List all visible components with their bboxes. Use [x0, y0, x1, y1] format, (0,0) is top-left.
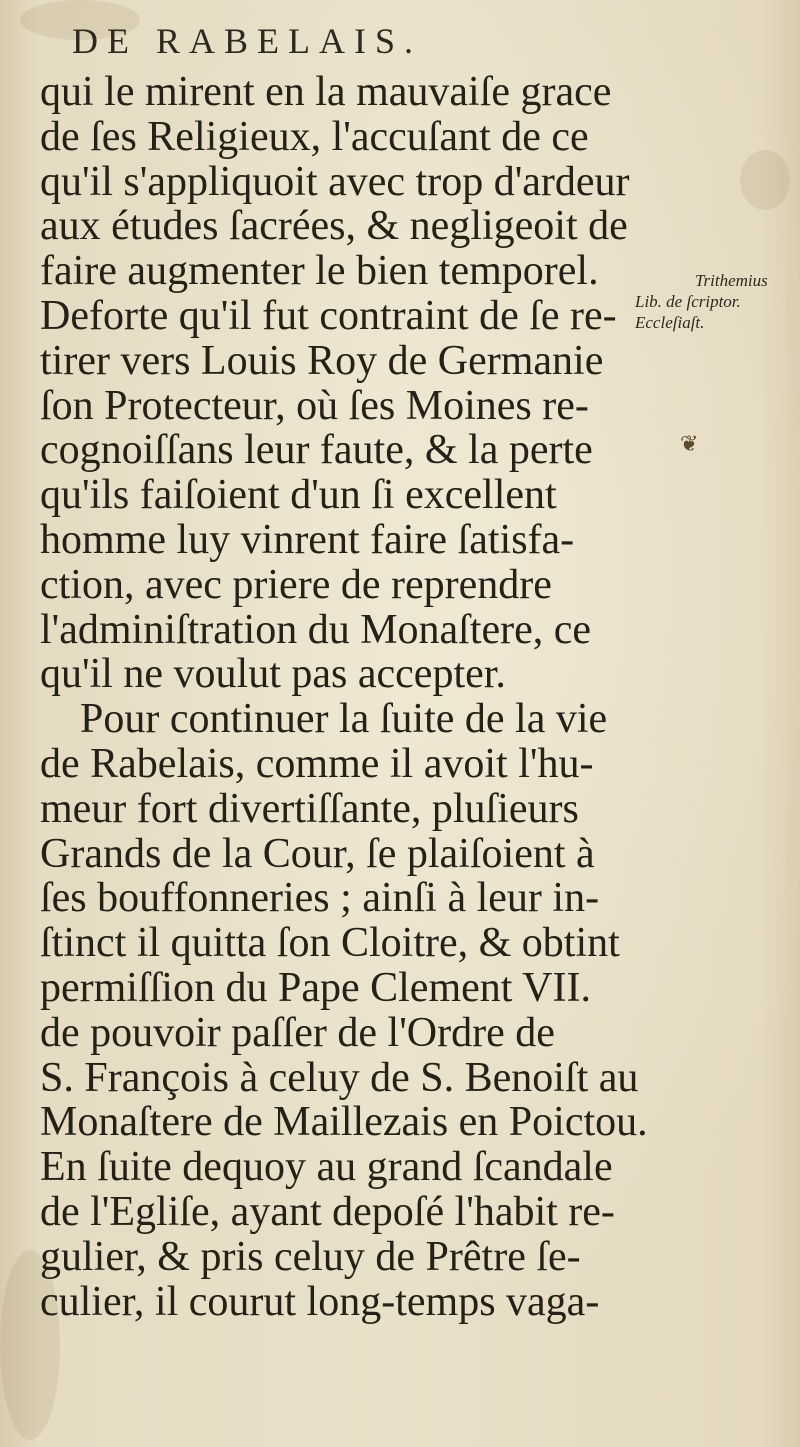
- text-line: l'adminiſtration du Monaſtere, ce: [40, 606, 592, 653]
- text-line: qu'ils faiſoient d'un ſi excellent: [40, 472, 557, 519]
- text-line: ſon Protecteur, où ſes Moines re-: [40, 382, 589, 429]
- margin-note-author: Trithemius: [695, 271, 768, 290]
- text-line: Monaſtere de Maillezais en Poictou.: [40, 1099, 648, 1146]
- text-line: de l'Egliſe, ayant depoſé l'habit re-: [40, 1188, 615, 1235]
- text-line: ſtinct il quitta ſon Cloitre, & obtint: [40, 920, 620, 967]
- text-line: culier, il courut long-temps vaga-: [40, 1278, 600, 1325]
- text-line: En ſuite dequoy au grand ſcandale: [40, 1144, 613, 1191]
- text-line: qu'il ne voulut pas accepter.: [40, 651, 506, 698]
- margin-note: [635, 270, 795, 333]
- text-line: permiſſion du Pape Clement VII.: [40, 964, 591, 1011]
- text-line: de pouvoir paſſer de l'Ordre de: [40, 1009, 555, 1056]
- text-line: tirer vers Louis Roy de Germanie: [40, 337, 604, 384]
- text-line: ſes bouffonneries ; ainſi à leur in-: [40, 875, 600, 922]
- text-line: homme luy vinrent faire ſatisfa-: [40, 516, 575, 563]
- margin-note-work: Lib. de ſcriptor.: [635, 292, 741, 311]
- text-line: gulier, & pris celuy de Prêtre ſe-: [40, 1233, 581, 1280]
- text-line: S. François à celuy de S. Benoiſt au: [40, 1054, 639, 1101]
- paper-stain: [740, 150, 790, 210]
- body-text: [40, 69, 648, 1325]
- text-line: ction, avec priere de reprendre: [40, 561, 552, 608]
- text-line: qu'il s'appliquoit avec trop d'ardeur: [40, 158, 630, 205]
- text-line: aux études ſacrées, & negligeoit de: [40, 203, 628, 250]
- text-line: de ſes Religieux, l'accuſant de ce: [40, 113, 589, 160]
- ornament-icon: ❦: [680, 432, 699, 457]
- text-line: meur fort divertiſſante, pluſieurs: [40, 785, 579, 832]
- text-line: cognoiſſans leur faute, & la perte: [40, 427, 593, 474]
- text-line: faire augmenter le bien temporel.: [40, 248, 599, 295]
- running-head: DE RABELAIS.: [72, 21, 422, 61]
- text-line: Pour continuer la ſuite de la vie: [80, 696, 608, 743]
- text-line: Deforte qu'il fut contraint de ſe re-: [40, 292, 617, 339]
- text-line: de Rabelais, comme il avoit l'hu-: [40, 740, 594, 787]
- text-line: qui le mirent en la mauvaiſe grace: [40, 69, 612, 115]
- text-line: Grands de la Cour, ſe plaiſoient à: [40, 830, 595, 877]
- margin-note-work-cont: Eccleſiaſt.: [635, 313, 705, 332]
